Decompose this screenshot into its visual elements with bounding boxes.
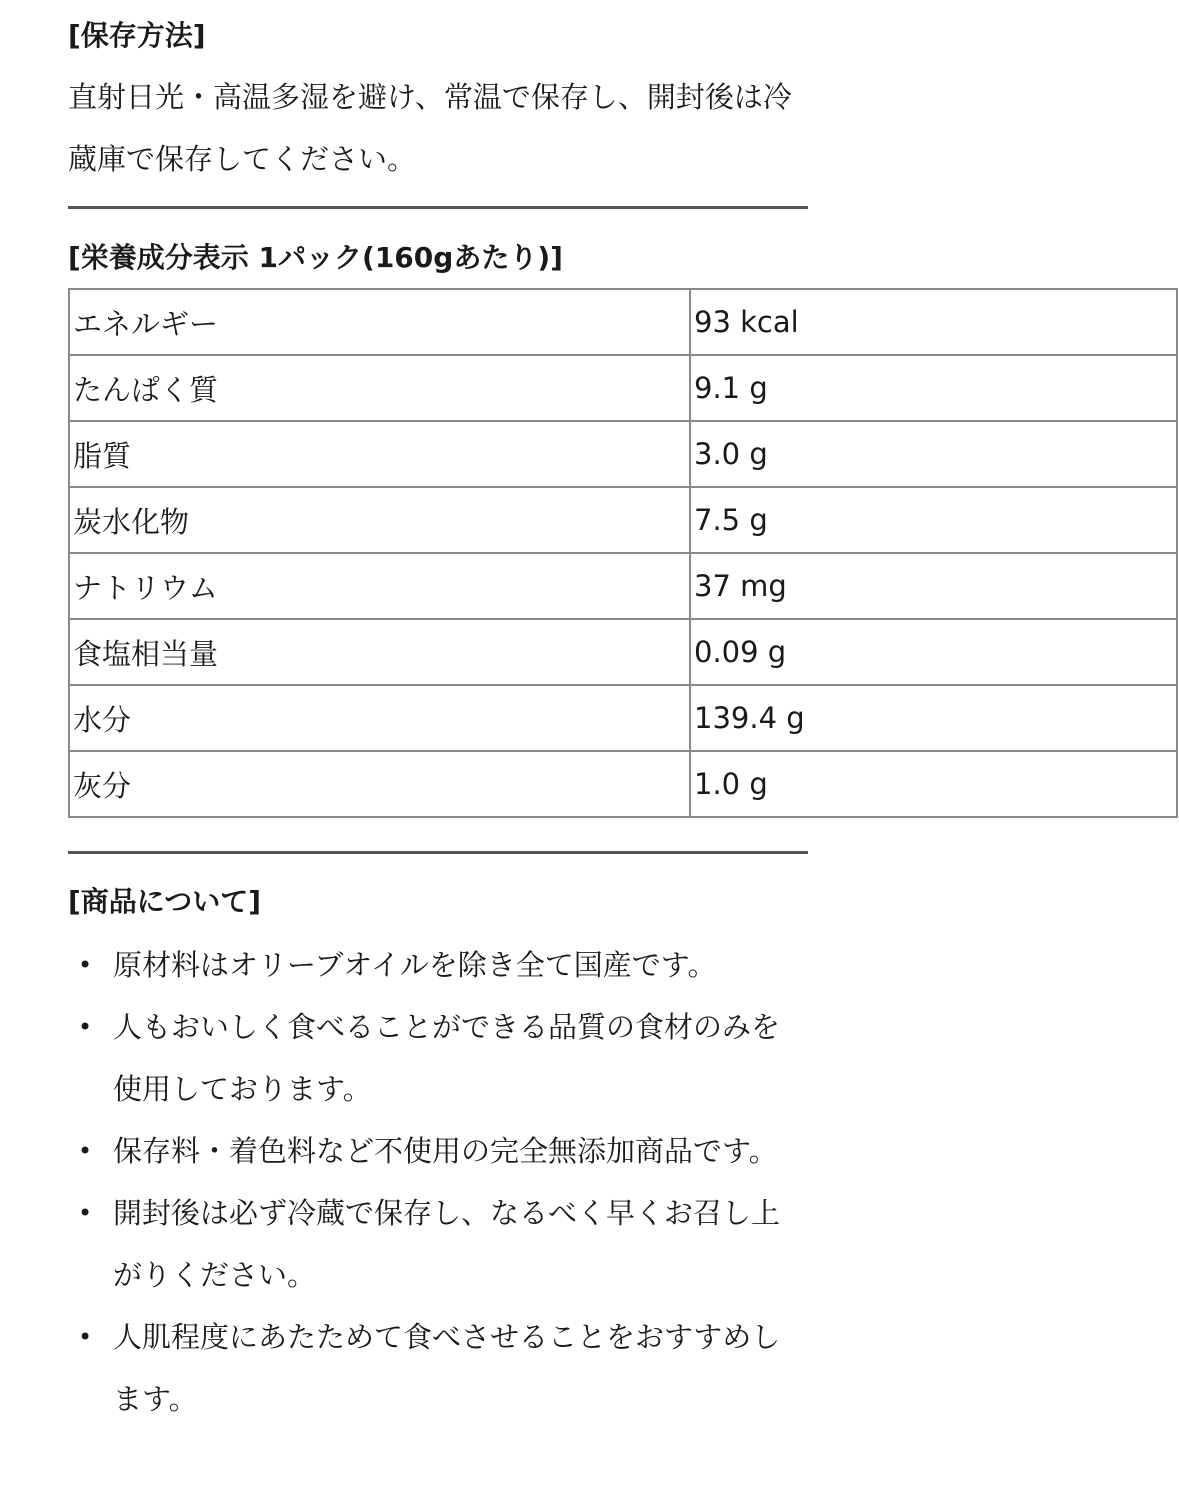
table-row [69, 355, 1177, 421]
nutrient-label: 食塩相当量 [69, 619, 690, 685]
list-item [68, 1306, 808, 1430]
nutrition-table [68, 288, 1178, 818]
nutrient-value: 1.0 g [690, 751, 1177, 817]
nutrient-value: 139.4 g [690, 685, 1177, 751]
list-item [68, 934, 808, 996]
list-item [68, 996, 808, 1120]
nutrient-value: 3.0 g [690, 421, 1177, 487]
storage-heading: [保存方法] [68, 19, 206, 52]
list-item-text: 保存料・着色料など不使用の完全無添加商品です。 [113, 1134, 778, 1168]
list-item [68, 1120, 808, 1182]
nutrient-label: エネルギー [69, 289, 690, 355]
list-item [68, 1182, 808, 1306]
divider [68, 851, 808, 854]
bullet-icon: • [78, 951, 93, 979]
nutrient-value: 37 mg [690, 553, 1177, 619]
nutrient-label: 灰分 [69, 751, 690, 817]
divider [68, 206, 808, 209]
table-row [69, 685, 1177, 751]
table-row [69, 289, 1177, 355]
bullet-icon: • [78, 1137, 93, 1165]
nutrient-label: 炭水化物 [69, 487, 690, 553]
nutrient-label: ナトリウム [69, 553, 690, 619]
bullet-icon: • [78, 1013, 93, 1041]
table-row [69, 553, 1177, 619]
bullet-icon: • [78, 1199, 93, 1227]
nutrient-value: 0.09 g [690, 619, 1177, 685]
nutrition-heading: [栄養成分表示 1パック(160gあたり)] [68, 241, 563, 274]
nutrient-value: 7.5 g [690, 487, 1177, 553]
nutrient-label: 水分 [69, 685, 690, 751]
table-row [69, 751, 1177, 817]
list-item-text: 人もおいしく食べることができる品質の食材のみを使用しております。 [113, 1010, 781, 1106]
list-item-text: 開封後は必ず冷蔵で保存し、なるべく早くお召し上がりください。 [113, 1196, 781, 1292]
nutrient-label: 脂質 [69, 421, 690, 487]
storage-text: 直射日光・高温多湿を避け、常温で保存し、開封後は冷蔵庫で保存してください。 [68, 80, 792, 176]
table-row [69, 487, 1177, 553]
table-row [69, 421, 1177, 487]
list-item-text: 人肌程度にあたためて食べさせることをおすすめします。 [113, 1320, 781, 1416]
about-heading: [商品について] [68, 885, 262, 918]
product-notes-list [68, 934, 808, 1430]
table-row [69, 619, 1177, 685]
nutrient-value: 93 kcal [690, 289, 1177, 355]
nutrient-value: 9.1 g [690, 355, 1177, 421]
bullet-icon: • [78, 1323, 93, 1351]
nutrient-label: たんぱく質 [69, 355, 690, 421]
list-item-text: 原材料はオリーブオイルを除き全て国産です。 [113, 948, 717, 982]
